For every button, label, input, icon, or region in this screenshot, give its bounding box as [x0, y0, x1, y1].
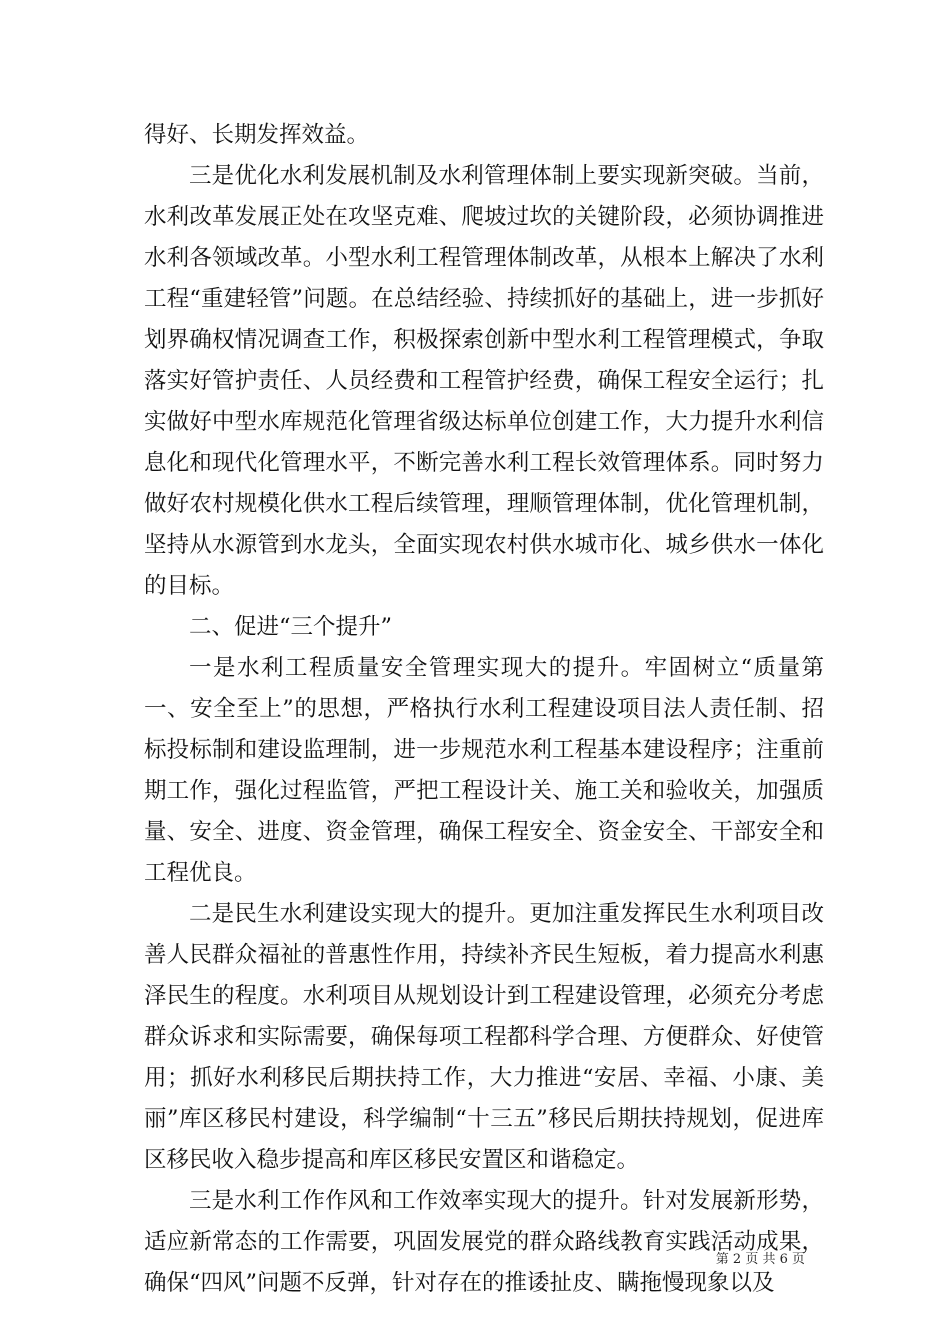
paragraph-work-style: 三是水利工作作风和工作效率实现大的提升。针对发展新形势，适应新常态的工作需要，巩固发展党的群众路线教育实践活动成果，确保“四风”问题不反弹，针对存在的推诿扯皮、瞒拖慢现象以及: [144, 1188, 824, 1296]
paragraph-quality-safety: 一是水利工程质量安全管理实现大的提升。牢固树立“质量第一、安全至上”的思想，严格执行水利工程建设项目法人责任制、招标投标制和建设监理制，进一步规范水利工程基本建设程序；注重前期工作，强化过程监管，严把工程设计关、施工关和验收关，加强质量、安全、进度、资金管理，确保工程安全、资金安全、干部安全和工程优良。: [144, 655, 824, 886]
section-heading-three-improvements: 二、促进“三个提升”: [189, 614, 393, 640]
page-number-footer: 第 2 页 共 6 页: [715, 1252, 805, 1267]
paragraph-livelihood-water: 二是民生水利建设实现大的提升。更加注重发挥民生水利项目改善人民群众福祉的普惠性作用，持续补齐民生短板，着力提高水利惠泽民生的程度。水利项目从规划设计到工程建设管理，必须充分考虑群众诉求和实际需要，确保每项工程都科学合理、方便群众、好使管用；抓好水利移民后期扶持工作，大力推进“安居、幸福、小康、美丽”库区移民村建设，科学编制“十三五”移民后期扶持规划，促进库区移民收入稳步提高和库区移民安置区和谐稳定。: [144, 901, 824, 1173]
document-body: [144, 115, 824, 1304]
paragraph-reform-breakthrough: 三是优化水利发展机制及水利管理体制上要实现新突破。当前，水利改革发展正处在攻坚克难、爬坡过坎的关键阶段，必须协调推进水利各领域改革。小型水利工程管理体制改革，从根本上解决了水利工程“重建轻管”问题。在总结经验、持续抓好的基础上，进一步抓好划界确权情况调查工作，积极探索创新中型水利工程管理模式，争取落实好管护责任、人员经费和工程管护经费，确保工程安全运行；扎实做好中型水库规范化管理省级达标单位创建工作，大力提升水利信息化和现代化管理水平，不断完善水利工程长效管理体系。同时努力做好农村规模化供水工程后续管理，理顺管理体制，优化管理机制，坚持从水源管到水龙头，全面实现农村供水城市化、城乡供水一体化的目标。: [144, 163, 824, 599]
paragraph-continuation: 得好、长期发挥效益。: [144, 122, 370, 148]
